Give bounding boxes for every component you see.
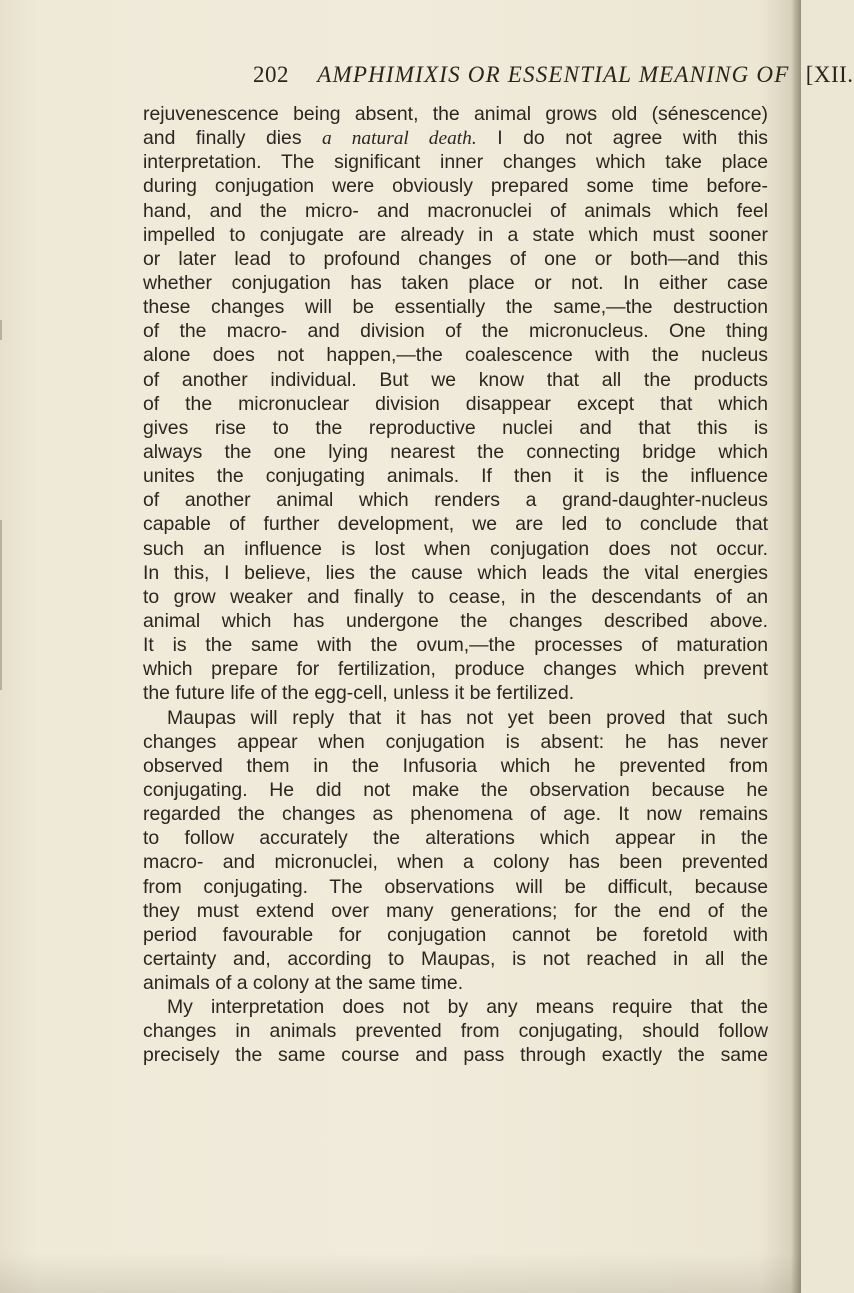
text-line: of the micronuclear division disappear except that which [143,392,768,415]
text-line: of another animal which renders a grand-daughter-nucleus [143,489,768,512]
text-line: always the one lying nearest the connecting bridge which [143,440,768,463]
text-line: precisely the same course and pass through exactly the same [143,1044,768,1067]
text-line: of the macro- and division of the micronucleus. One thing [143,320,768,343]
text-line: It is the same with the ovum,—the processes of maturation [143,634,768,657]
margin-mark [0,320,62,340]
text-line: macro- and micronuclei, when a colony has been prevented [143,851,768,874]
text-line: which prepare for fertilization, produce changes which prevent [143,658,768,681]
text-line: to grow weaker and finally to cease, in the descendants of an [143,585,768,608]
italic-phrase: a natural death. [322,128,477,150]
text-run: and finally dies [143,127,323,150]
text-run: I do not agree with this [476,127,768,150]
text-line: conjugating. He did not make the observation because he [143,778,768,801]
text-line: capable of further development, we are led to conclude that [143,513,768,536]
text-line: of another individual. But we know that all the products [143,368,768,391]
page-number: 202 [253,62,289,87]
text-line: whether conjugation has taken place or not. In either case [143,271,768,294]
text-line: gives rise to the reproductive nuclei and that this is [143,416,768,439]
text-line: during conjugation were obviously prepared some time before- [143,175,768,198]
text-line: animals of a colony at the same time. [143,972,464,995]
text-line: My interpretation does not by any means require that the [167,996,768,1019]
text-line: hand, and the micro- and macronuclei of animals which feel [143,199,768,222]
text-line: changes in animals prevented from conjugating, should follow [143,1020,768,1043]
page-bottom-shadow [0,1253,801,1293]
text-line: alone does not happen,—the coalescence with the nucleus [143,344,768,367]
text-line: or later lead to profound changes of one or both—and this [143,247,768,270]
text-line: the future life of the egg-cell, unless it be fertilized. [143,682,575,705]
margin-mark [0,520,62,690]
text-line: such an influence is lost when conjugation does not occur. [143,537,768,560]
text-line: observed them in the Infusoria which he prevented from [143,754,768,777]
text-line: unites the conjugating animals. If then it is the influence [143,465,768,488]
body-text [143,102,768,1068]
text-line: regarded the changes as phenomena of age. It now remains [143,803,768,826]
text-line: to follow accurately the alterations which appear in the [143,827,768,850]
text-line: certainty and, according to Maupas, is not reached in all the [143,947,768,970]
text-line: changes appear when conjugation is absent: he has never [143,730,768,753]
text-line: In this, I believe, lies the cause which leads the vital energies [143,561,768,584]
text-line: animal which has undergone the changes described above. [143,609,768,632]
text-line: period favourable for conjugation cannot be foretold with [143,923,768,946]
text-line: impelled to conjugate are already in a state which must sooner [143,223,768,246]
chapter-marker: [XII. [805,62,854,87]
text-line: rejuvenescence being absent, the animal grows old (sénescence) [143,103,768,125]
text-line: interpretation. The significant inner changes which take place [143,151,768,174]
text-line [143,126,768,150]
text-line: these changes will be essentially the same,—the destruction [143,296,768,319]
text-line: Maupas will reply that it has not yet been proved that such [167,706,768,729]
text-line: from conjugating. The observations will be difficult, because [143,875,768,898]
text-line: they must extend over many generations; for the end of the [143,899,768,922]
page-edge-shadow [791,0,801,1293]
running-head [253,62,854,92]
running-title: AMPHIMIXIS OR ESSENTIAL MEANING OF [317,62,790,87]
